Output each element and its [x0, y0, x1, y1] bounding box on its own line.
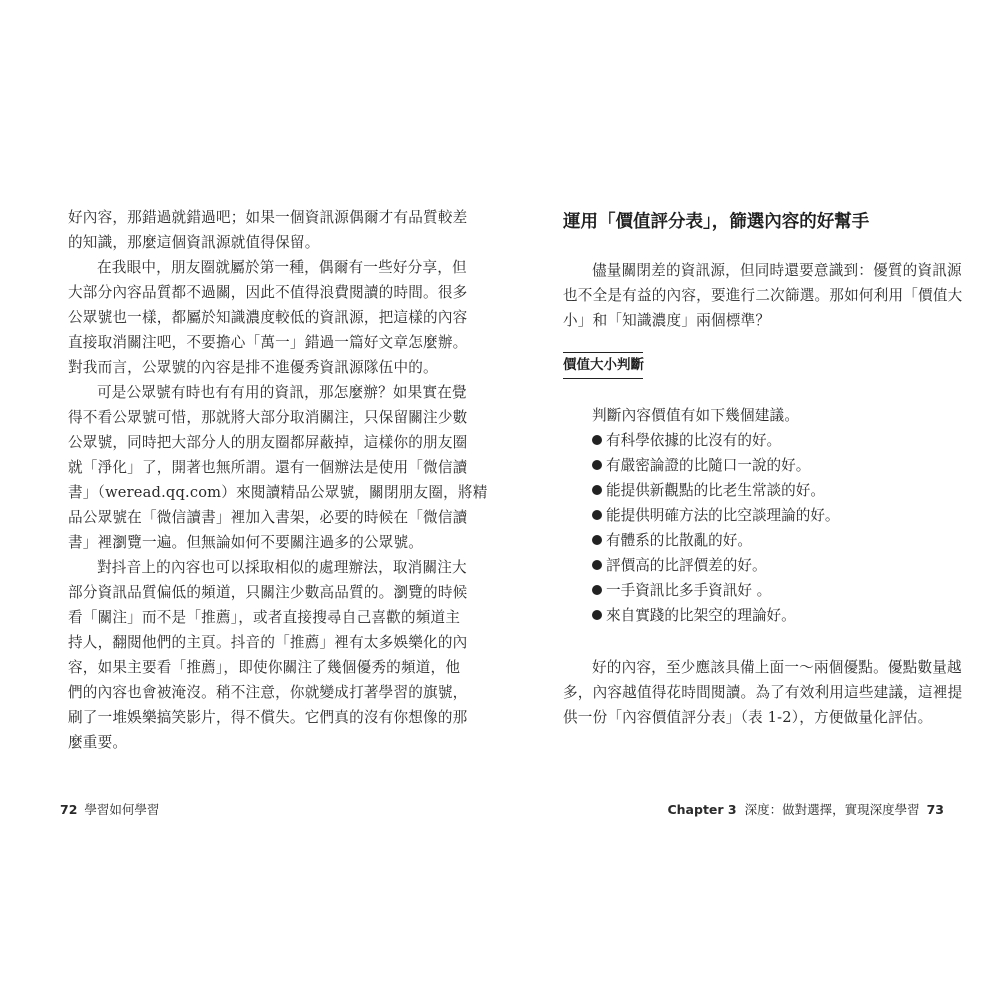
left-text-line: 書」裡瀏覽一遍。但無論如何不要關注過多的公眾號。	[68, 534, 424, 551]
chapter-title: 深度：做對選擇，實現深度學習	[744, 802, 920, 817]
left-text-line: 直接取消關注吧，不要擔心「萬一」錯過一篇好文章怎麼辦。	[68, 334, 468, 351]
left-text-line: 公眾號也一樣，都屬於知識濃度較低的資訊源，把這樣的內容	[68, 309, 468, 326]
right-text-line: 好的內容，至少應該具備上面一～兩個優點。優點數量越	[592, 659, 962, 676]
left-text-line: 品公眾號在「微信讀書」裡加入書架，必要的時候在「微信讀	[68, 509, 468, 526]
bullet-dot-icon	[592, 610, 602, 620]
page-number-right: 73	[926, 802, 944, 817]
left-text-line: 書」（weread.qq.com）來閱讀精品公眾號，關閉朋友圈，將精	[68, 484, 488, 501]
right-text-line: 小」和「知識濃度」兩個標準？	[563, 312, 771, 329]
left-text-line: 麼重要。	[68, 734, 128, 751]
bullet-dot-icon	[592, 585, 602, 595]
subheading-rule-top	[563, 352, 643, 353]
bullet-item: 來自實踐的比架空的理論好。	[592, 607, 796, 625]
right-text-line: 儘量關閉差的資訊源，但同時還要意識到：優質的資訊源	[592, 262, 962, 279]
bullet-item: 評價高的比評價差的好。	[592, 557, 767, 575]
left-text-line: 們的內容也會被淹沒。稍不注意，你就變成打著學習的旗號，	[68, 684, 468, 701]
left-text-line: 持人，翻閱他們的主頁。抖音的「推薦」裡有太多娛樂化的內	[68, 634, 468, 651]
chapter-label: Chapter 3	[667, 802, 737, 817]
bullet-item: 有體系的比散亂的好。	[592, 532, 752, 550]
bullet-item: 有嚴密論證的比隨口一說的好。	[592, 457, 810, 475]
right-page-footer	[667, 802, 944, 818]
left-text-line: 公眾號，同時把大部分人的朋友圈都屏蔽掉，這樣你的朋友圈	[68, 434, 468, 451]
bullet-dot-icon	[592, 435, 602, 445]
left-text-line: 容，如果主要看「推薦」，即使你關注了幾個優秀的頻道，他	[68, 659, 461, 676]
bullet-item: 有科學依據的比沒有的好。	[592, 432, 781, 450]
right-text-line: 多，內容越值得花時間閱讀。為了有效利用這些建議，這裡提	[563, 684, 963, 701]
left-page-footer	[60, 802, 159, 818]
bullet-item: 能提供明確方法的比空談理論的好。	[592, 507, 840, 525]
bullet-dot-icon	[592, 510, 602, 520]
list-intro: 判斷內容價值有如下幾個建議。	[592, 407, 800, 424]
right-text-line: 也不全是有益的內容，要進行二次篩選。那如何利用「價值大	[563, 287, 963, 304]
section-heading: 運用「價值評分表」，篩選內容的好幫手	[563, 212, 870, 232]
left-text-line: 好內容，那錯過就錯過吧；如果一個資訊源偶爾才有品質較差	[68, 209, 468, 226]
left-text-line: 刷了一堆娛樂搞笑影片，得不償失。它們真的沒有你想像的那	[68, 709, 468, 726]
left-text-line: 可是公眾號有時也有有用的資訊，那怎麼辦？如果實在覺	[97, 384, 467, 401]
bullet-dot-icon	[592, 535, 602, 545]
left-text-line: 對我而言，公眾號的內容是排不進優秀資訊源隊伍中的。	[68, 359, 438, 376]
bullet-dot-icon	[592, 460, 602, 470]
left-text-line: 部分資訊品質偏低的頻道，只關注少數高品質的。瀏覽的時候	[68, 584, 468, 601]
left-text-line: 對抖音上的內容也可以採取相似的處理辦法，取消關注大	[97, 559, 467, 576]
book-title: 學習如何學習	[84, 802, 160, 817]
page-number-left: 72	[60, 802, 78, 817]
bullet-item: 能提供新觀點的比老生常談的好。	[592, 482, 825, 500]
bullet-dot-icon	[592, 560, 602, 570]
subheading-box	[563, 352, 643, 378]
left-text-line: 的知識，那麼這個資訊源就值得保留。	[68, 234, 320, 251]
left-text-line: 在我眼中，朋友圈就屬於第一種，偶爾有一些好分享，但	[97, 259, 467, 276]
bullet-item: 一手資訊比多手資訊好 。	[592, 582, 771, 600]
right-text-line: 供一份「內容價值評分表」（表 1-2），方便做量化評估。	[563, 709, 933, 726]
bullet-dot-icon	[592, 485, 602, 495]
subheading-rule-bottom	[563, 378, 643, 379]
left-text-line: 就「淨化」了，開著也無所謂。還有一個辦法是使用「微信讀	[68, 459, 468, 476]
left-text-line: 大部分內容品質都不過關，因此不值得浪費閱讀的時間。很多	[68, 284, 468, 301]
left-text-line: 得不看公眾號可惜，那就將大部分取消關注，只保留關注少數	[68, 409, 468, 426]
subheading: 價值大小判斷	[563, 357, 644, 373]
left-text-line: 看「關注」而不是「推薦」，或者直接搜尋自己喜歡的頻道主	[68, 609, 461, 626]
